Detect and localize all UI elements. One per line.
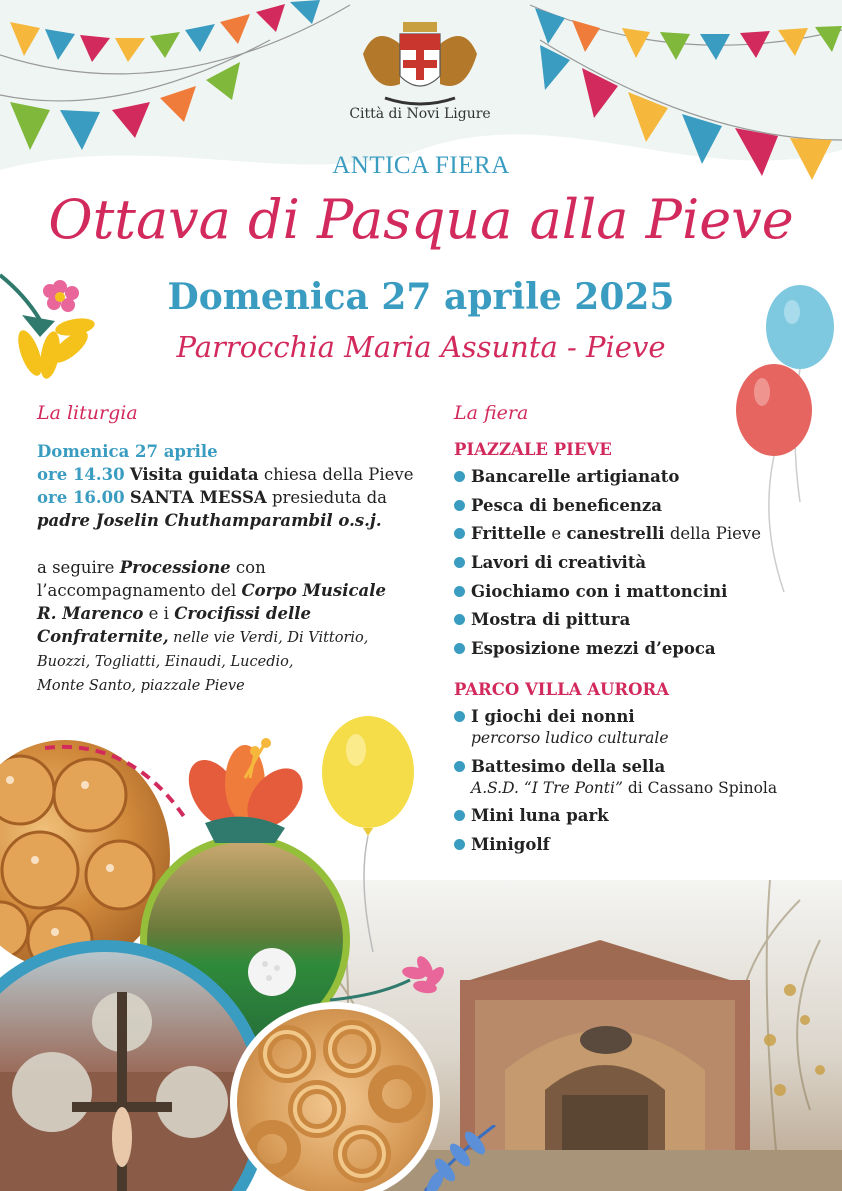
- list-item-label: della Pieve: [664, 524, 762, 544]
- procession-text-part: R. Marenco: [37, 604, 144, 623]
- city-name: Città di Novi Ligure: [349, 106, 491, 122]
- bullet-icon: [454, 586, 465, 597]
- procession-text-part: Crocifissi delle: [174, 604, 311, 623]
- liturgia-time-2: ore 16.00: [37, 488, 125, 507]
- list-item: [454, 833, 834, 856]
- liturgia-activity-1: Visita guidata: [129, 465, 259, 484]
- liturgia-activity-2: SANTA MESSA: [129, 488, 267, 507]
- list-item-label: Esposizione mezzi d’epoca: [471, 639, 716, 659]
- procession-text: [37, 556, 432, 697]
- list-item-label: canestrelli: [566, 524, 665, 544]
- fiera-heading: La fiera: [454, 402, 529, 424]
- list-item-label: Frittelle: [471, 524, 547, 544]
- list-item-label: Lavori di creatività: [471, 553, 647, 573]
- list-item: [454, 705, 834, 749]
- bullet-icon: [454, 557, 465, 568]
- piazzale-pieve-title: PIAZZALE PIEVE: [454, 440, 612, 459]
- list-item: [454, 465, 834, 488]
- bullet-icon: [454, 711, 465, 722]
- procession-text-part: nelle vie Verdi, Di Vittorio,: [168, 630, 369, 646]
- liturgia-heading: La liturgia: [37, 402, 138, 424]
- procession-text-part: l’accompagnamento del: [37, 581, 242, 600]
- list-item-subtitle-part: A.S.D. “I Tre Ponti”: [471, 778, 623, 797]
- liturgia-line-1: [37, 463, 432, 486]
- list-item: [454, 755, 834, 799]
- yellow-balloon-decoration-icon: [318, 712, 418, 952]
- bullet-icon: [454, 471, 465, 482]
- event-kicker: ANTICA FIERA: [332, 152, 510, 179]
- city-coat-of-arms-icon: [355, 14, 485, 114]
- liturgia-day: Domenica 27 aprile: [37, 442, 218, 461]
- list-item-label: Minigolf: [471, 834, 550, 854]
- pink-flower-decoration-icon: [330, 955, 445, 1010]
- list-item: [454, 551, 834, 574]
- procession-text-part: Corpo Musicale: [241, 581, 386, 600]
- list-item: [454, 580, 834, 603]
- procession-text-part: Processione: [119, 558, 231, 577]
- list-item: [454, 522, 834, 545]
- procession-text-part: Monte Santo, piazzale Pieve: [37, 678, 245, 694]
- procession-text-part: a seguire: [37, 558, 120, 577]
- list-item-label: Mostra di pittura: [471, 610, 631, 630]
- bullet-icon: [454, 839, 465, 850]
- procession-text-part: e i: [143, 604, 175, 623]
- event-place: Parrocchia Maria Assunta - Pieve: [176, 330, 666, 364]
- bullet-icon: [454, 614, 465, 625]
- orange-flower-decoration-icon: [175, 738, 310, 843]
- crucifix-icon: [0, 952, 258, 1191]
- bullet-icon: [454, 761, 465, 772]
- list-item-label: Bancarelle artigianato: [471, 467, 680, 486]
- list-item: [454, 804, 834, 827]
- bunting-flags-left: [10, 0, 320, 150]
- list-item-label: I giochi dei nonni: [471, 706, 635, 726]
- liturgia-time-1: ore 14.30: [37, 465, 125, 484]
- list-item: [454, 494, 834, 517]
- bullet-icon: [454, 643, 465, 654]
- liturgia-celebrant: padre Joselin Chuthamparambil o.s.j.: [37, 511, 382, 530]
- procession-text-part: Buozzi, Togliatti, Einaudi, Lucedio,: [37, 654, 294, 670]
- list-item-label: Giochiamo con i mattoncini: [471, 581, 728, 601]
- list-item-label: Battesimo della sella: [471, 756, 666, 776]
- liturgia-activity-1-rest: chiesa della Pieve: [258, 465, 414, 484]
- procession-text-part: Confraternite,: [37, 627, 169, 646]
- bullet-icon: [454, 810, 465, 821]
- liturgia-activity-2-rest: presieduta da: [266, 488, 387, 507]
- liturgia-line-2: [37, 486, 432, 509]
- list-item: [454, 608, 834, 631]
- event-date: Domenica 27 aprile 2025: [167, 276, 675, 318]
- fiera-section: [454, 440, 834, 862]
- taralli-icon: [237, 1009, 433, 1191]
- list-item-subtitle-part: di Cassano Spinola: [622, 778, 778, 797]
- dashed-arc-decoration: [40, 738, 190, 828]
- list-item: [454, 637, 834, 660]
- list-item-label: e: [546, 524, 567, 544]
- taralli-photo: [230, 1002, 440, 1191]
- page-title: Ottava di Pasqua alla Pieve: [48, 188, 794, 251]
- liturgia-section: [37, 440, 432, 697]
- procession-text-part: con: [230, 558, 266, 577]
- flower-decoration-icon: [0, 265, 100, 385]
- list-item-subtitle: [471, 778, 834, 799]
- blue-leaves-decoration-icon: [415, 1125, 505, 1191]
- bullet-icon: [454, 528, 465, 539]
- bullet-icon: [454, 500, 465, 511]
- list-item-label: Mini luna park: [471, 806, 609, 826]
- list-item-label: Pesca di beneficenza: [471, 495, 662, 515]
- parco-villa-aurora-title: PARCO VILLA AURORA: [454, 679, 670, 699]
- list-item-subtitle: percorso ludico culturale: [471, 728, 669, 747]
